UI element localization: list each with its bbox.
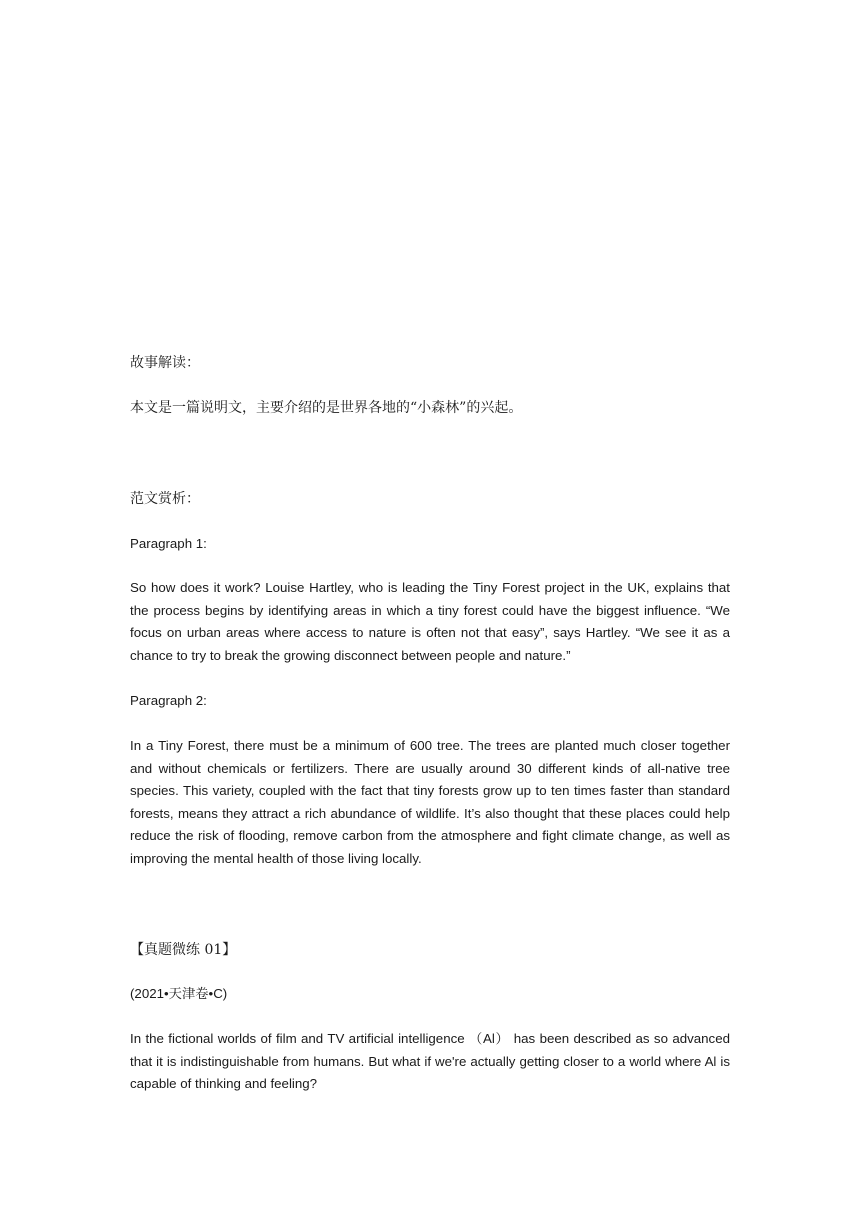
exercise-heading: 【真题微练 01】 [130,942,237,958]
paragraph-1-label: Paragraph 1: [130,536,207,551]
analysis-heading: 范文赏析： [130,491,200,507]
story-heading: 故事解读： [130,355,200,371]
paragraph-2-text: In a Tiny Forest, there must be a minimum of 600 tree. The trees are planted much closer together and without chemicals or fertilizers. There are usually around 30 different kinds of all-native tree species. This variety, coupled with the fact that tiny forests grow up to ten times faster than standard forests, means they attract a rich abundance of wildlife. It’s also thought that these places could help reduce the risk of flooding, remove carbon from the atmosphere and fight climate change, as well as improving the mental health of those living locally. [130,738,730,866]
exercise-text: In the fictional worlds of film and TV artificial intelligence （Al） has been described as so advanced that it is indistinguishable from humans. But what if we're actually getting closer to a world where Al is capable of thinking and feeling? [130,1031,730,1091]
paragraph-2-label: Paragraph 2: [130,693,207,708]
paragraph-1-text: So how does it work? Louise Hartley, who is leading the Tiny Forest project in the UK, explains that the process begins by identifying areas in which a tiny forest could have the biggest influence. “We focus on urban areas where access to nature is often not that easy”, says Hartley. “We see it as a chance to try to break the growing disconnect between people and nature.” [130,580,730,663]
exercise-source: (2021•天津卷•C) [130,986,228,1001]
story-summary: 本文是一篇说明文，主要介绍的是世界各地的“小森林”的兴起。 [130,400,523,416]
